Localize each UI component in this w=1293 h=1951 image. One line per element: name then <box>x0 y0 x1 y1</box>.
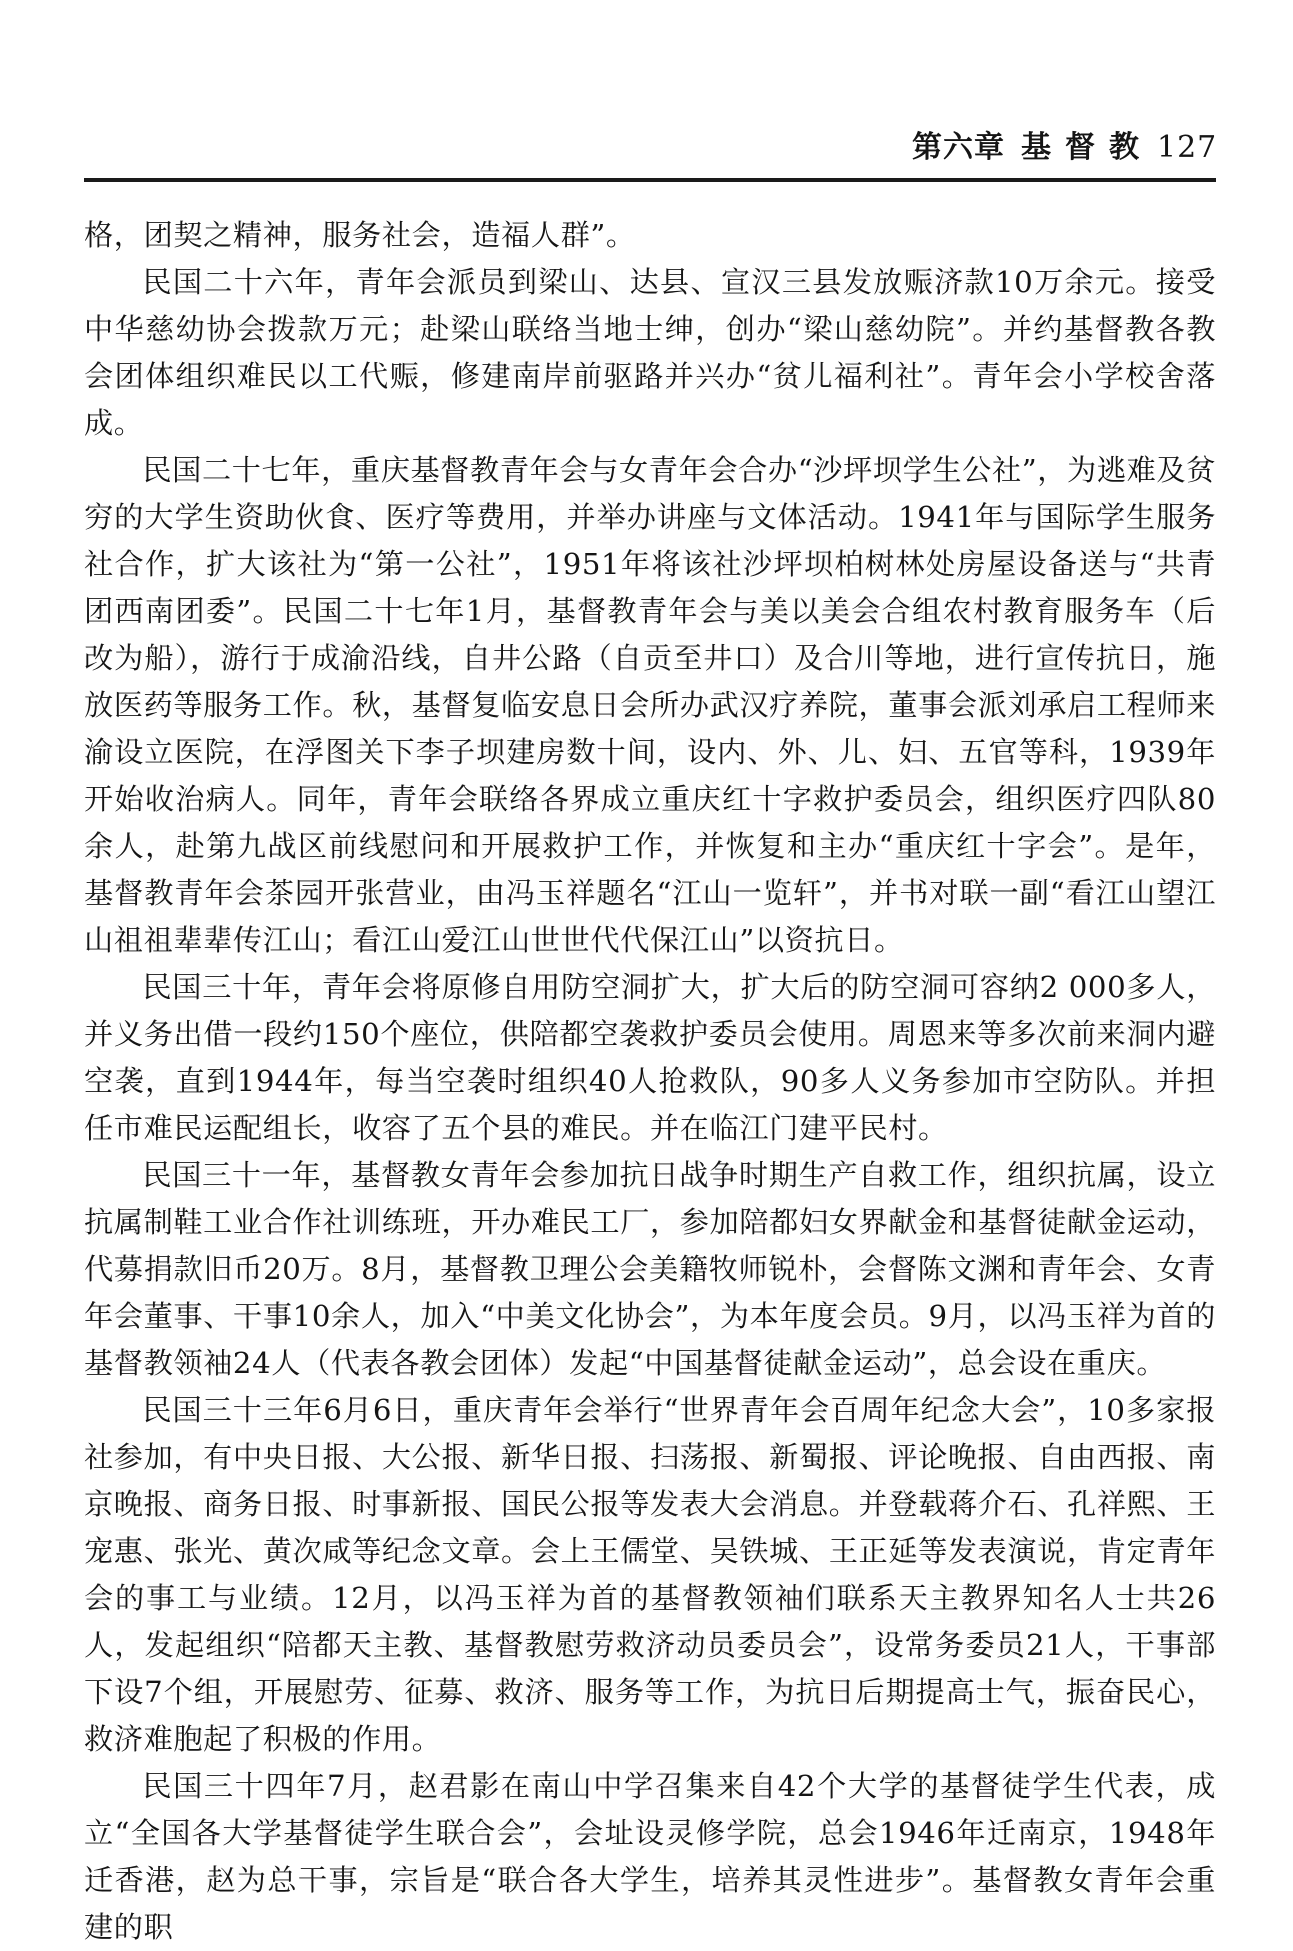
paragraph: 民国三十一年，基督教女青年会参加抗日战争时期生产自救工作，组织抗属，设立抗属制鞋工业合作社训练班，开办难民工厂，参加陪都妇女界献金和基督徒献金运动，代募捐款旧币20万。8月，基督教卫理公会美籍牧师锐朴，会督陈文渊和青年会、女青年会董事、干事10余人，加入“中美文化协会”，为本年度会员。9月，以冯玉祥为首的基督教领袖24人（代表各教会团体）发起“中国基督徒献金运动”，总会设在重庆。 <box>84 1158 1216 1380</box>
page-number: 127 <box>1157 130 1218 165</box>
paragraph-continued: 格，团契之精神，服务社会，造福人群”。 <box>84 218 636 252</box>
paragraph: 民国三十四年7月，赵君影在南山中学召集来自42个大学的基督徒学生代表，成立“全国各大学基督徒学生联合会”，会址设灵修学院，总会1946年迁南京，1948年迁香港，赵为总干事，宗旨是“联合各大学生，培养其灵性进步”。基督教女青年会重建的职 <box>84 1769 1216 1944</box>
paragraph: 民国三十年，青年会将原修自用防空洞扩大，扩大后的防空洞可容纳2 000多人，并义务出借一段约150个座位，供陪都空袭救护委员会使用。周恩来等多次前来洞内避空袭，直到1944年，每当空袭时组织40人抢救队，90多人义务参加市空防队。并担任市难民运配组长，收容了五个县的难民。并在临江门建平民村。 <box>84 970 1216 1145</box>
body-text <box>84 212 1216 1951</box>
paragraph: 民国二十六年，青年会派员到梁山、达县、宣汉三县发放赈济款10万余元。接受中华慈幼协会拨款万元；赴梁山联络当地士绅，创办“梁山慈幼院”。并约基督教各教会团体组织难民以工代赈，修建南岸前驱路并兴办“贫儿福利社”。青年会小学校舍落成。 <box>84 265 1216 440</box>
chapter-title: 基督教 <box>1021 130 1153 165</box>
paragraph: 民国三十三年6月6日，重庆青年会举行“世界青年会百周年纪念大会”，10多家报社参加，有中央日报、大公报、新华日报、扫荡报、新蜀报、评论晚报、自由西报、南京晚报、商务日报、时事新报、国民公报等发表大会消息。并登载蒋介石、孔祥熙、王宠惠、张光、黄次咸等纪念文章。会上王儒堂、吴铁城、王正延等发表演说，肯定青年会的事工与业绩。12月，以冯玉祥为首的基督教领袖们联系天主教界知名人士共26人，发起组织“陪都天主教、基督教慰劳救济动员委员会”，设常务委员21人，干事部下设7个组，开展慰劳、征募、救济、服务等工作，为抗日后期提高士气，振奋民心，救济难胞起了积极的作用。 <box>84 1393 1216 1756</box>
chapter-label: 第六章 <box>912 130 1005 165</box>
running-head <box>912 128 1218 168</box>
paragraph: 民国二十七年，重庆基督教青年会与女青年会合办“沙坪坝学生公社”，为逃难及贫穷的大学生资助伙食、医疗等费用，并举办讲座与文体活动。1941年与国际学生服务社合作，扩大该社为“第一公社”，1951年将该社沙坪坝柏树林处房屋设备送与“共青团西南团委”。民国二十七年1月，基督教青年会与美以美会合组农村教育服务车（后改为船），游行于成渝沿线，自井公路（自贡至井口）及合川等地，进行宣传抗日，施放医药等服务工作。秋，基督复临安息日会所办武汉疗养院，董事会派刘承启工程师来渝设立医院，在浮图关下李子坝建房数十间，设内、外、儿、妇、五官等科，1939年开始收治病人。同年，青年会联络各界成立重庆红十字救护委员会，组织医疗四队80余人，赴第九战区前线慰问和开展救护工作，并恢复和主办“重庆红十字会”。是年，基督教青年会茶园开张营业，由冯玉祥题名“江山一览轩”，并书对联一副“看江山望江山祖祖辈辈传江山；看江山爱江山世世代代保江山”以资抗日。 <box>84 453 1216 957</box>
header-rule <box>84 178 1216 182</box>
